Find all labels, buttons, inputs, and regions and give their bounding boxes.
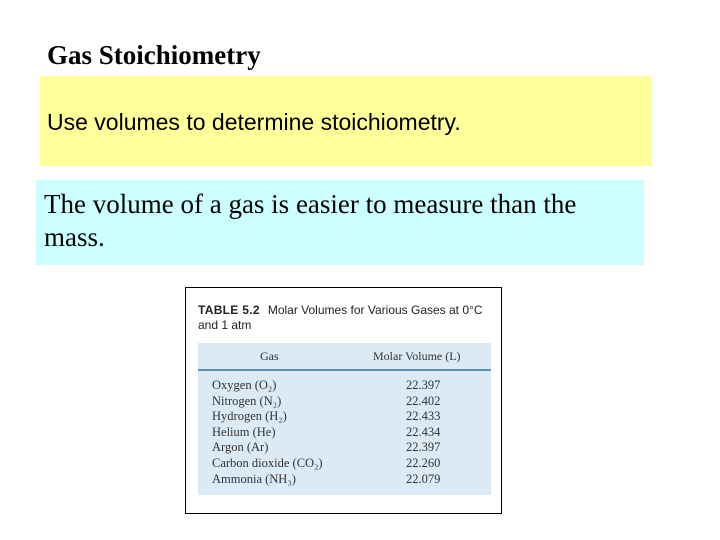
gas-name: Helium (He) xyxy=(212,424,276,439)
table-row xyxy=(198,472,491,488)
table-header-volume: Molar Volume (L) xyxy=(373,349,461,363)
yellow-callout-text: Use volumes to determine stoichiometry. xyxy=(47,109,461,135)
table-row xyxy=(198,409,491,425)
table-caption-text: Molar Volumes for Various Gases at 0°C and 1 atm xyxy=(198,303,483,332)
gas-name: Carbon dioxide (CO₂) xyxy=(212,455,323,470)
gas-name: Argon (Ar) xyxy=(212,440,269,455)
table-number: TABLE 5.2 xyxy=(198,303,260,317)
table-row xyxy=(198,425,491,441)
gas-name: Oxygen (O₂) xyxy=(212,378,277,392)
molar-volume: 22.433 xyxy=(406,409,441,424)
table-row xyxy=(198,378,491,394)
molar-volume: 22.079 xyxy=(406,471,441,486)
table-caption xyxy=(198,303,493,333)
yellow-callout xyxy=(40,76,652,166)
molar-volume: 22.397 xyxy=(406,378,441,392)
slide-title: Gas Stoichiometry xyxy=(47,40,261,70)
table-row xyxy=(198,440,491,456)
molar-volume-table-figure xyxy=(185,287,502,514)
molar-volume: 22.260 xyxy=(406,455,441,470)
molar-volume-table xyxy=(198,343,491,495)
table-header-row xyxy=(198,343,491,371)
molar-volume: 22.397 xyxy=(406,440,441,455)
table-header-gas: Gas xyxy=(260,349,279,363)
table-row xyxy=(198,456,491,472)
table-row xyxy=(198,394,491,410)
molar-volume: 22.434 xyxy=(406,424,441,439)
gas-name: Nitrogen (N₂) xyxy=(212,393,282,408)
cyan-callout-text: The volume of a gas is easier to measure than the mass. xyxy=(44,189,577,252)
gas-name: Hydrogen (H₂) xyxy=(212,409,287,424)
molar-volume: 22.402 xyxy=(406,393,441,408)
table-body xyxy=(198,371,491,487)
gas-name: Ammonia (NH₃) xyxy=(212,471,296,486)
cyan-callout xyxy=(36,180,644,265)
